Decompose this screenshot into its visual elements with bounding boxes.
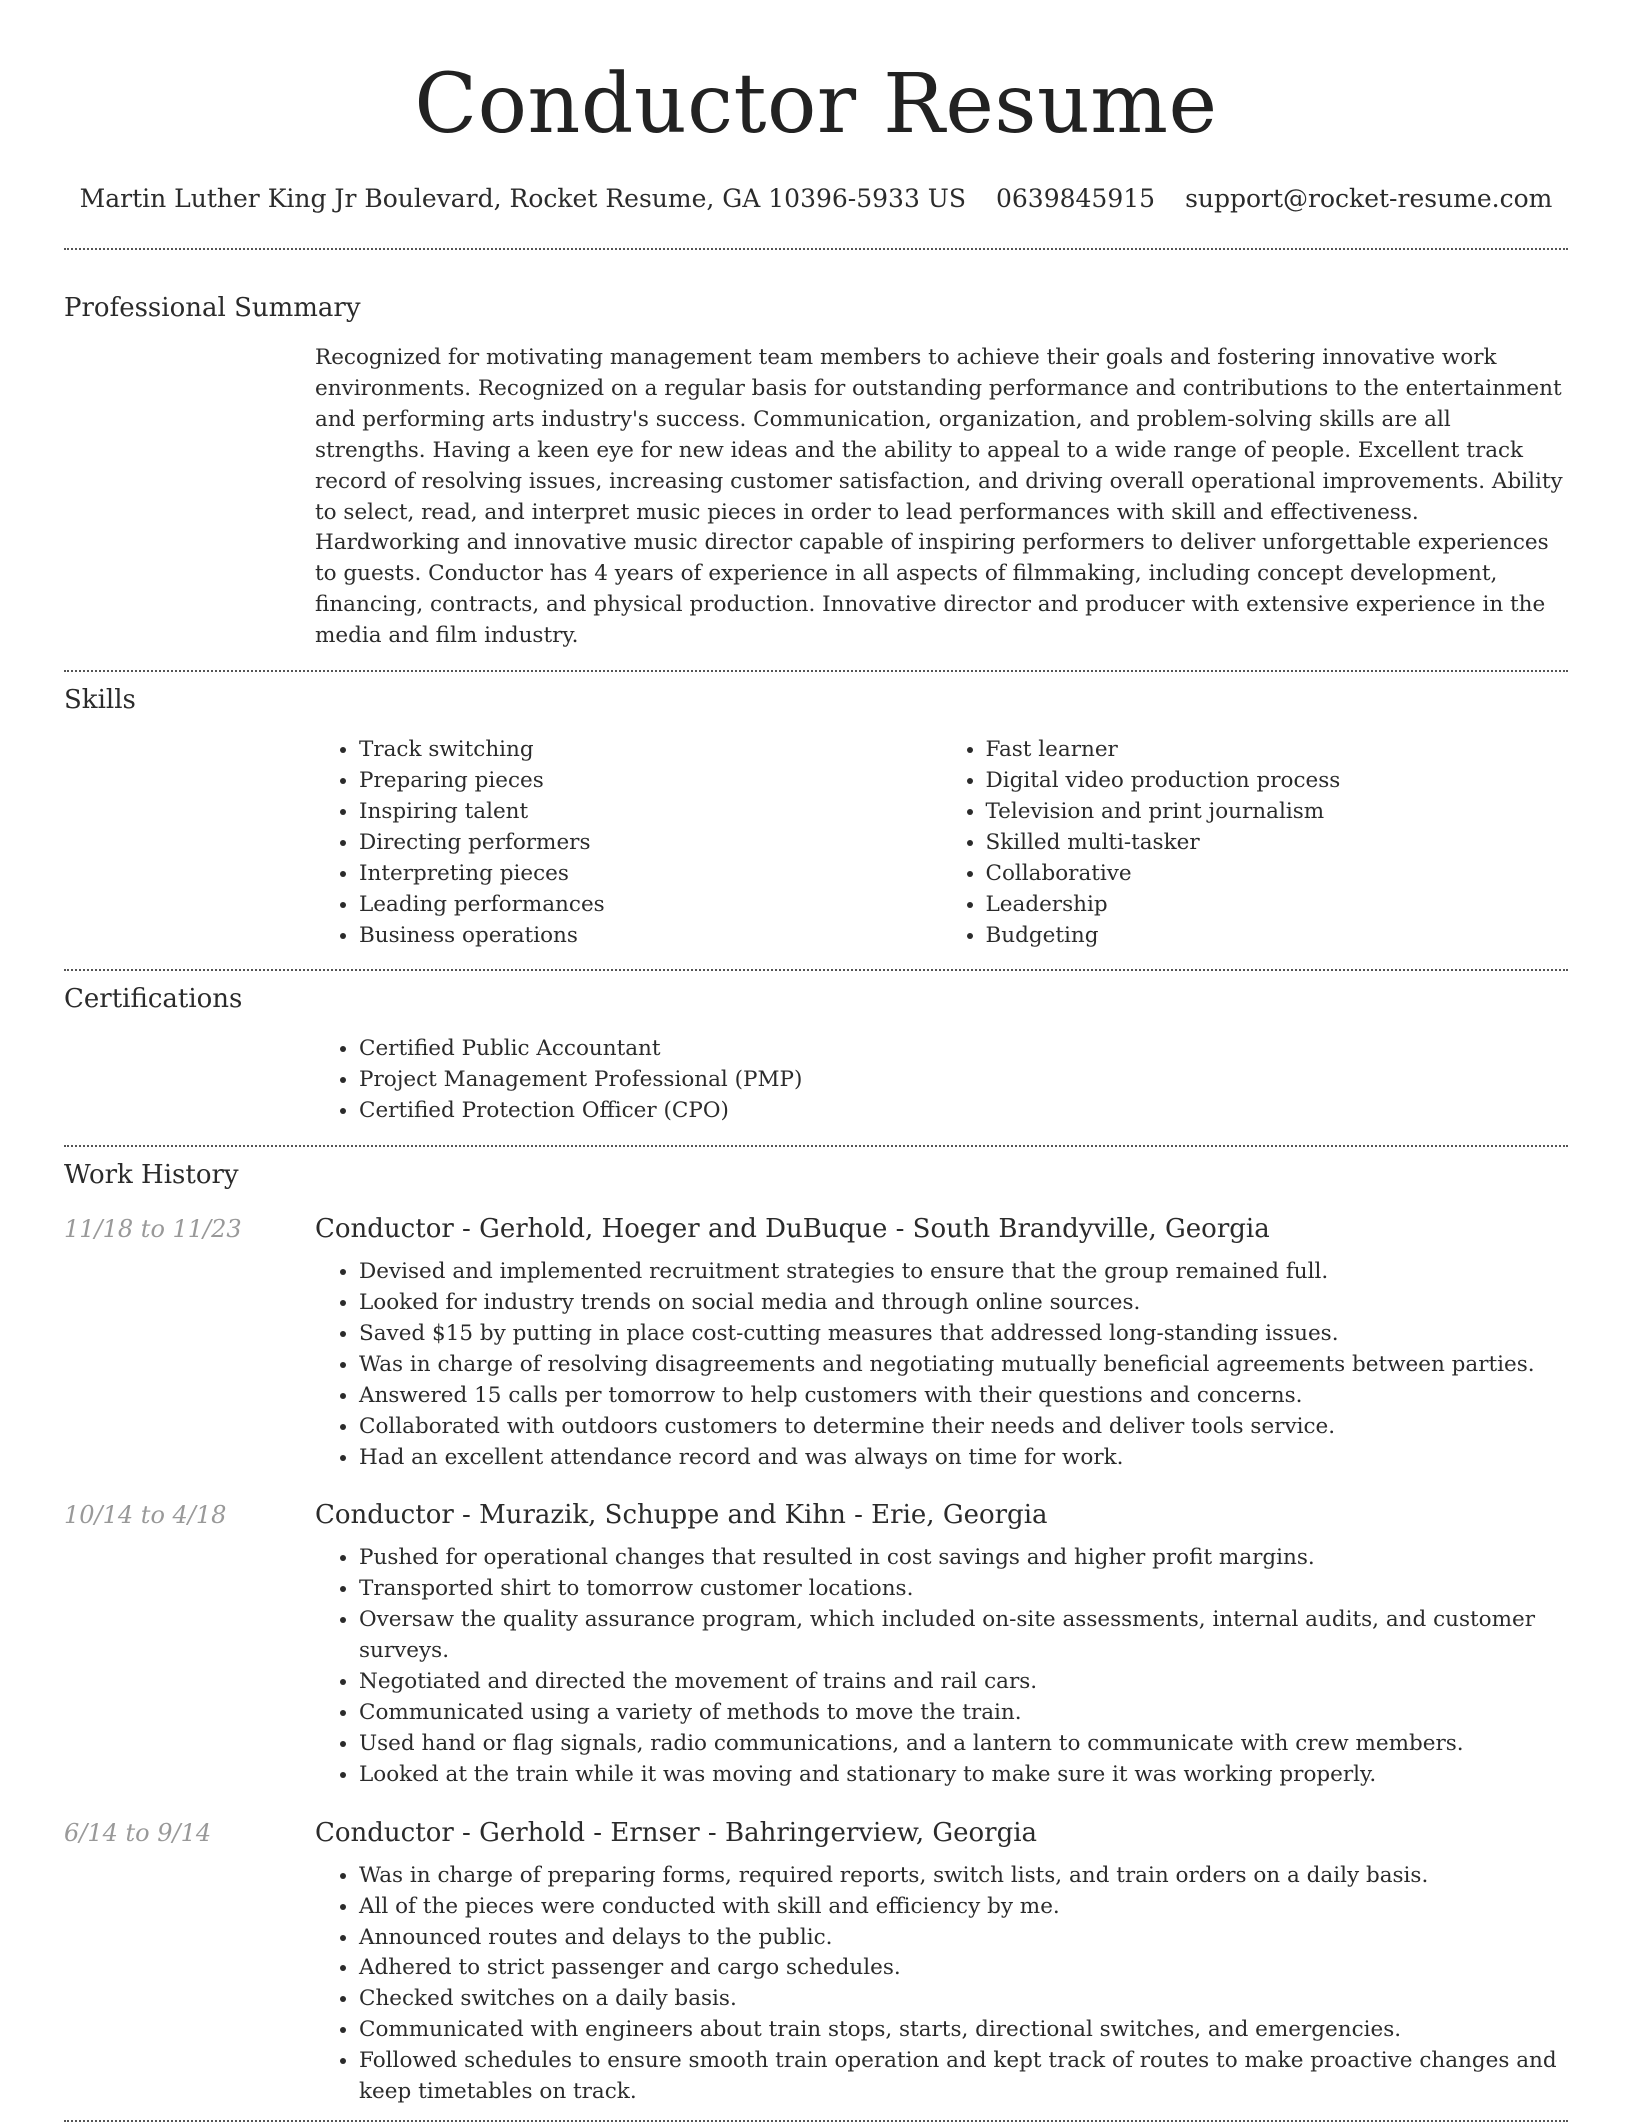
job-dates: 10/14 to 4/18 — [64, 1501, 227, 1530]
job-bullet: • Was in charge of resolving disagreements and negotiating mutually beneficial agreements between parties. — [359, 1350, 1568, 1381]
job-bullet: • Had an excellent attendance record and was always on time for work. — [359, 1443, 1568, 1474]
job-bullet: • Transported shirt to tomorrow customer locations. — [359, 1574, 1568, 1605]
skill-item: • Leading performances — [359, 890, 942, 921]
skill-item: • Budgeting — [986, 921, 1569, 952]
skill-item: • Inspiring talent — [359, 797, 942, 828]
job-bullets — [315, 1257, 1568, 1473]
skills-list-left — [315, 735, 942, 951]
job-dates: 11/18 to 11/23 — [64, 1215, 242, 1244]
skill-item: • Collaborative — [986, 859, 1569, 890]
job-details — [315, 1495, 1568, 1790]
job-title: Conductor - Murazik, Schuppe and Kihn - Erie, Georgia — [315, 1500, 1048, 1531]
resume-title: Conductor Resume — [414, 57, 1218, 152]
job-bullet: • Followed schedules to ensure smooth train operation and kept track of routes to make proactive changes and keep timetables on track. — [359, 2046, 1568, 2108]
job-details — [315, 1813, 1568, 2108]
job-bullet: • Answered 15 calls per tomorrow to help customers with their questions and concerns. — [359, 1381, 1568, 1412]
skill-item: • Track switching — [359, 735, 942, 766]
work-history-heading: Work History — [64, 1160, 239, 1191]
job-bullets — [315, 1543, 1568, 1790]
job-bullet: • Devised and implemented recruitment strategies to ensure that the group remained full. — [359, 1257, 1568, 1288]
job-bullet: • Used hand or flag signals, radio communications, and a lantern to communicate with crew members. — [359, 1729, 1568, 1760]
header-divider — [64, 248, 1568, 250]
job-bullet: • Checked switches on a daily basis. — [359, 1984, 1568, 2015]
certification-item: • Certified Public Accountant — [359, 1034, 1568, 1065]
skill-item: • Business operations — [359, 921, 942, 952]
contact-email[interactable]: support@rocket-resume.com — [1185, 184, 1553, 213]
jobs-list — [64, 1209, 1568, 2108]
job-bullet: • Adhered to strict passenger and cargo schedules. — [359, 1953, 1568, 1984]
skill-item: • Fast learner — [986, 735, 1569, 766]
summary-section — [64, 288, 1568, 652]
job-bullets — [315, 1861, 1568, 2108]
skill-item: • Directing performers — [359, 828, 942, 859]
job-bullet: • Was in charge of preparing forms, required reports, switch lists, and train orders on a daily basis. — [359, 1861, 1568, 1892]
job-bullet: • Looked at the train while it was moving and stationary to make sure it was working properly. — [359, 1760, 1568, 1791]
skill-item: • Leadership — [986, 890, 1569, 921]
certification-item: • Project Management Professional (PMP) — [359, 1065, 1568, 1096]
job-details — [315, 1209, 1568, 1473]
contact-line — [64, 182, 1568, 216]
skill-item: • Preparing pieces — [359, 766, 942, 797]
skills-heading: Skills — [64, 685, 136, 716]
summary-heading: Professional Summary — [64, 293, 361, 323]
skill-item: • Television and print journalism — [986, 797, 1569, 828]
summary-divider — [64, 670, 1568, 672]
job-bullet: • Collaborated with outdoors customers to determine their needs and deliver tools service. — [359, 1412, 1568, 1443]
job-bullet: • Pushed for operational changes that resulted in cost savings and higher profit margins. — [359, 1543, 1568, 1574]
job-bullet: • Communicated with engineers about train stops, starts, directional switches, and emergencies. — [359, 2015, 1568, 2046]
certifications-list — [315, 1034, 1568, 1127]
work-history-section — [64, 1155, 1568, 2108]
certifications-divider — [64, 1145, 1568, 1147]
job-bullet: • All of the pieces were conducted with skill and efficiency by me. — [359, 1892, 1568, 1923]
job-bullet: • Announced routes and delays to the public. — [359, 1923, 1568, 1954]
job-entry — [64, 1209, 1568, 1473]
skill-item: • Digital video production process — [986, 766, 1569, 797]
job-entry — [64, 1813, 1568, 2108]
job-title: Conductor - Gerhold, Hoeger and DuBuque - South Brandyville, Georgia — [315, 1214, 1270, 1245]
skill-item: • Interpreting pieces — [359, 859, 942, 890]
contact-phone: 0639845915 — [996, 184, 1156, 213]
certifications-section — [64, 979, 1568, 1127]
job-dates: 6/14 to 9/14 — [64, 1818, 212, 1847]
job-title: Conductor - Gerhold - Ernser - Bahringerview, Georgia — [315, 1817, 1038, 1848]
certifications-heading: Certifications — [64, 984, 243, 1015]
job-bullet: • Oversaw the quality assurance program, which included on-site assessments, internal audits, and customer surveys. — [359, 1605, 1568, 1667]
job-bullet: • Communicated using a variety of methods to move the train. — [359, 1698, 1568, 1729]
summary-text: Recognized for motivating management team members to achieve their goals and fostering innovative work environments. Recognized on a regular basis for outstanding performance and contributions to the entertainment and performing arts industry's success. Communication, organization, and problem-solving skills are all strengths. Having a keen eye for new ideas and the ability to appeal to a wide range of people. Excellent track record of resolving issues, increasing customer satisfaction, and driving overall operational improvements. Ability to select, read, and interpret music pieces in order to lead performances with skill and effectiveness. Hardworking and innovative music director capable of inspiring performers to deliver unforgettable experiences to guests. Conductor has 4 years of experience in all aspects of filmmaking, including concept development, financing, contracts, and physical production. Innovative director and producer with extensive experience in the media and film industry. — [315, 345, 1563, 649]
skills-divider — [64, 969, 1568, 971]
contact-address: Martin Luther King Jr Boulevard, Rocket Resume, GA 10396-5933 US — [79, 184, 966, 213]
skills-list-right — [942, 735, 1569, 951]
job-bullet: • Saved $15 by putting in place cost-cutting measures that addressed long-standing issues. — [359, 1319, 1568, 1350]
job-bullet: • Looked for industry trends on social media and through online sources. — [359, 1288, 1568, 1319]
certification-item: • Certified Protection Officer (CPO) — [359, 1096, 1568, 1127]
job-entry — [64, 1495, 1568, 1790]
skill-item: • Skilled multi-tasker — [986, 828, 1569, 859]
skills-section — [64, 680, 1568, 951]
job-bullet: • Negotiated and directed the movement of trains and rail cars. — [359, 1667, 1568, 1698]
